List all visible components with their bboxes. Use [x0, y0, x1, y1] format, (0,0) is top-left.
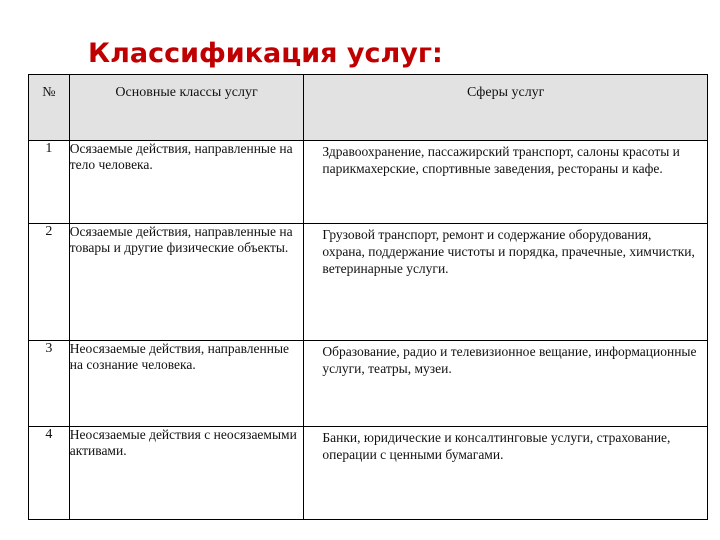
row-sphere: Здравоохранение, пассажирский транспорт, салоны красоты и парикмахерские, спортивные заведения, рестораны и кафе. — [304, 141, 708, 224]
table-row — [29, 341, 708, 427]
row-class: Неосязаемые действия, направленные на сознание человека. — [69, 341, 304, 427]
header-number: № — [29, 75, 70, 141]
table-row — [29, 224, 708, 341]
row-class: Неосязаемые действия с неосязаемыми активами. — [69, 427, 304, 520]
row-number: 2 — [29, 224, 70, 341]
row-number: 1 — [29, 141, 70, 224]
table-header-row — [29, 75, 708, 141]
row-class: Осязаемые действия, направленные на тело человека. — [69, 141, 304, 224]
page-title: Классификация услуг: — [88, 38, 443, 69]
row-number: 3 — [29, 341, 70, 427]
row-class: Осязаемые действия, направленные на товары и другие физические объекты. — [69, 224, 304, 341]
row-sphere: Образование, радио и телевизионное вещание, информационные услуги, театры, музеи. — [304, 341, 708, 427]
table-row — [29, 427, 708, 520]
row-sphere: Банки, юридические и консалтинговые услуги, страхование, операции с ценными бумагами. — [304, 427, 708, 520]
header-classes: Основные классы услуг — [69, 75, 304, 141]
row-sphere: Грузовой транспорт, ремонт и содержание оборудования, охрана, поддержание чистоты и порядка, прачечные, химчистки, ветеринарные услуги. — [304, 224, 708, 341]
row-number: 4 — [29, 427, 70, 520]
table-row — [29, 141, 708, 224]
services-classification-table — [28, 74, 708, 520]
header-spheres: Сферы услуг — [304, 75, 708, 141]
